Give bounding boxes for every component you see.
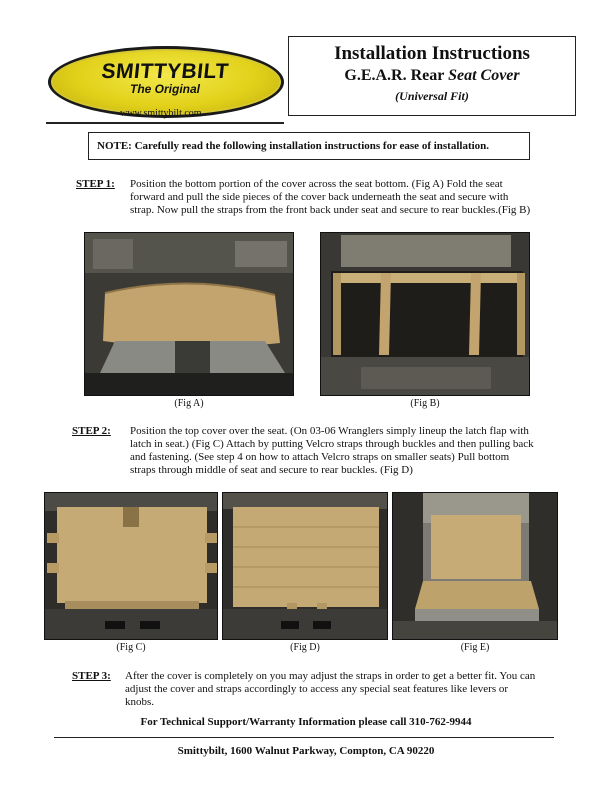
step-3-label: STEP 3:: [72, 670, 111, 682]
note-box: [88, 132, 530, 160]
title-box: [288, 36, 576, 116]
photo-fig-a: [84, 232, 294, 396]
caption-fig-c: (Fig C): [116, 642, 146, 653]
logo-name: SMITTYBILT: [100, 60, 230, 83]
step-1-line: Position the bottom portion of the cover across the seat bottom. (Fig A) Fold the seat: [130, 178, 503, 190]
photo-fig-e: [392, 492, 558, 640]
logo-tagline: The Original: [129, 82, 200, 96]
product-suffix: Seat Cover: [448, 67, 520, 84]
step-1-line: forward and pull the side pieces of the cover back underneath the seat and secure with: [130, 191, 509, 203]
photo-fig-b: [320, 232, 530, 396]
note-label: NOTE:: [97, 140, 132, 152]
website-url: www.smittybilt.com: [120, 108, 202, 119]
caption-fig-a: (Fig A): [174, 398, 204, 409]
step-1-label: STEP 1:: [76, 178, 115, 190]
header-divider: [46, 122, 284, 124]
note-text: Carefully read the following installation instructions for ease of installation.: [131, 140, 490, 152]
step-2-line: and fastening. (See step 4 on how to attach Velcro straps on smaller seats) Pull bottom: [130, 451, 510, 463]
photo-fig-c: [44, 492, 218, 640]
product-prefix: G.E.A.R. Rear: [344, 67, 449, 84]
step-1-line: strap. Now pull the straps from the front back under seat and secure to rear buckles.(Fig B): [130, 204, 531, 216]
caption-fig-b: (Fig B): [410, 398, 440, 409]
step-3-line: adjust the cover and straps accordingly to access any special seat features like levers or: [125, 683, 509, 695]
caption-fig-e: (Fig E): [460, 642, 490, 653]
company-address: Smittybilt, 1600 Walnut Parkway, Compton, CA 90220: [177, 745, 435, 757]
step-2-line: straps through middle of seat and secure to rear buckles. (Fig D): [130, 464, 413, 476]
photo-fig-d: [222, 492, 388, 640]
product-name: [289, 67, 575, 85]
step-2-label: STEP 2:: [72, 425, 111, 437]
caption-fig-d: (Fig D): [290, 642, 320, 653]
step-2-text: [130, 425, 574, 477]
step-3-line: knobs.: [125, 696, 155, 708]
fit-label: (Universal Fit): [395, 89, 469, 103]
step-3-line: After the cover is completely on you may adjust the straps in order to get a better fit. You can: [125, 670, 536, 682]
step-2-line: latch in seat.) (Fig C) Attach by putting Velcro straps through buckles and then pulling back: [130, 438, 534, 450]
page-title: Installation Instructions: [334, 43, 530, 64]
footer-divider: [54, 737, 554, 738]
step-2-line: Position the top cover over the seat. (On 03-06 Wranglers simply lineup the latch flap with: [130, 425, 529, 437]
step-3-text: [125, 670, 575, 709]
step-1-text: [130, 178, 570, 217]
support-line: For Technical Support/Warranty Information please call 310-762-9944: [140, 716, 472, 728]
